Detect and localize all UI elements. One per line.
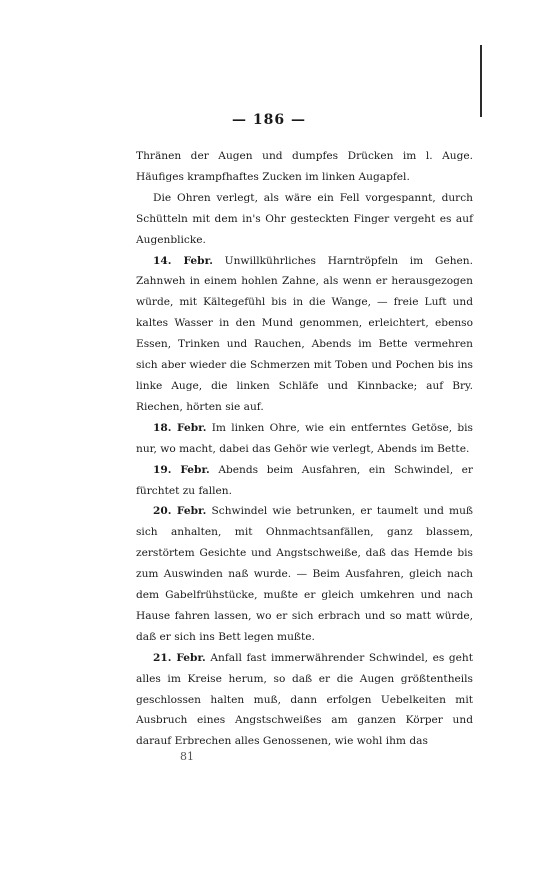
paragraph [136,251,473,418]
entry-date: 19. Febr. [153,463,210,476]
entry-date: 20. Febr. [153,505,207,518]
body-text [136,146,473,752]
entry-date: 21. Febr. [153,651,206,664]
paragraph [136,418,473,460]
footer-mark: 81 [180,750,194,763]
paragraph [136,460,473,502]
entry-text: Schwindel wie betrunken, er taumelt und muß sich anhalten, mit Ohnmachtsanfällen, ganz blassem, zerstörtem Gesichte und Angstschweiße, daß das Hemde bis zum Auswinden naß wurde. — Beim Ausfahren, gleich nach dem Gabelfrühstücke, mußte er gleich umkehren und nach Hause fahren lassen, wo er sich erbrach und so matt würde, daß er sich ins Bett legen mußte. [136,505,473,643]
paragraph [136,501,473,647]
entry-date: 14. Febr. [153,254,213,267]
entry-text: Thränen der Augen und dumpfes Drücken im l. Auge. Häufiges krampfhaftes Zucken im linken Augapfel. [136,150,473,183]
margin-rule [480,45,482,117]
entry-text: Abends beim Ausfahren, ein Schwindel, er fürchtet zu fallen. [136,463,473,497]
paragraph [136,188,473,251]
paragraph [136,146,473,188]
entry-date: 18. Febr. [153,421,207,434]
entry-text: Die Ohren verlegt, als wäre ein Fell vorgespannt, durch Schütteln mit dem in's Ohr gesteckten Finger vergeht es auf Augenblicke. [136,191,473,246]
entry-text: Im linken Ohre, wie ein entferntes Getöse, bis nur, wo macht, dabei das Gehör wie verlegt, Abends im Bette. [136,421,473,455]
entry-text: Unwillkührliches Harntröpfeln im Gehen. Zahnweh in einem hohlen Zahne, als wenn er herausgezogen würde, mit Kältegefühl bis in die Wange, — freie Luft und kaltes Wasser in den Mund genommen, erleichtert, ebenso Essen, Trinken und Rauchen, Abends im Bette vermehren sich aber wieder die Schmerzen mit Toben und Pochen bis ins linke Auge, die linken Schläfe und Kinnbacke; auf Bry. Riechen, hörten sie auf. [136,254,473,413]
paragraph [136,648,473,753]
entry-text: Anfall fast immerwährender Schwindel, es geht alles im Kreise herum, so daß er die Augen größtentheils geschlossen halten muß, dann erfolgen Uebelkeiten mit Ausbruch eines Angstschweißes am ganzen Körper und darauf Erbrechen alles Genossenen, wie wohl ihm das [136,651,473,748]
page-number: — 186 — [232,112,306,128]
